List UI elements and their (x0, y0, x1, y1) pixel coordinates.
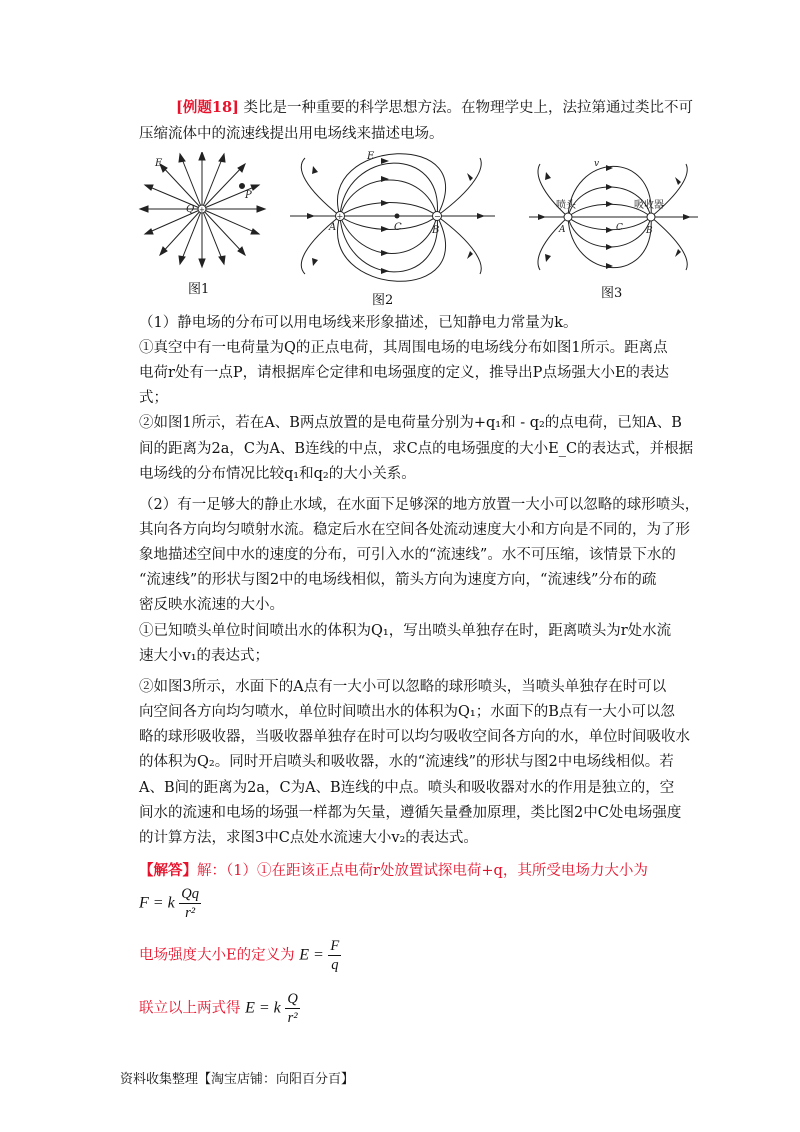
q1-line-6: 间的距离为2a，C为A、B连线的中点，求C点的电场强度的大小E_C的表达式，并根据 (139, 441, 694, 457)
fig3-label-absorber: 吸收器 (634, 200, 664, 211)
fig2-label-B: B (432, 225, 440, 236)
example-tag: [例题18] (176, 99, 239, 116)
q2-line-10: 略的球形吸收器，当吸收器单独存在时可以均匀吸收空间各方向的水，单位时间吸收水 (139, 729, 690, 745)
q2-line-7: 速大小v₁的表达式； (139, 648, 270, 664)
intro-text-1: 类比是一种重要的科学思想方法。在物理学史上，法拉第通过类比不可 (238, 100, 694, 116)
formula-2-numerator: F (330, 938, 340, 954)
fig3-label-nozzle: 喷头 (556, 200, 576, 211)
formula-1-lhs: F = k (139, 894, 175, 912)
fig3-label-v: v (594, 159, 600, 169)
fig3-label-A: A (559, 225, 566, 235)
answer-line-3 (139, 990, 300, 1027)
formula-3-denominator: r² (287, 1010, 298, 1026)
q1-line-7: 电场线的分布情况比较q₁和q₂的大小关系。 (139, 466, 416, 482)
figure-1-caption: 图1 (188, 282, 210, 297)
fig1-label-E: E (155, 158, 163, 169)
fig2-label-A: A (329, 222, 337, 233)
formula-2-denominator: q (331, 957, 339, 973)
q2-line-8: ②如图3所示，水面下的A点有一大小可以忽略的球形喷头，当喷头单独存在时可以 (139, 679, 667, 695)
answer-label: 【解答】 (139, 862, 197, 879)
svg-text:+: + (199, 206, 205, 214)
q1-line-5: ②如图1所示，若在A、B两点放置的是电荷量分别为+q₁和 - q₂的点电荷，已知A、B (139, 415, 682, 431)
figure-2-caption: 图2 (372, 293, 394, 308)
formula-3-numerator: Q (287, 991, 298, 1007)
q1-line-4: 式； (139, 390, 168, 406)
answer-line-2 (139, 937, 341, 974)
answer-line-1 (139, 861, 648, 881)
q2-line-4: “流速线”的形状与图2中的电场线相似，箭头方向为速度方向，“流速线”分布的疏 (139, 572, 657, 588)
q2-line-1: （2）有一足够大的静止水域，在水面下足够深的地方放置一大小可以忽略的球形喷头， (139, 497, 700, 513)
svg-text:+: + (336, 212, 344, 221)
q2-line-9: 向空间各方向均匀喷水，单位时间喷出水的体积为Q₁；水面下的B点有一大小可以忽 (139, 704, 675, 720)
figure-3-flow-lines (526, 152, 701, 282)
q1-line-1: （1）静电场的分布可以用电场线来形象描述，已知静电力常量为k。 (139, 315, 578, 331)
formula-1-numerator: Qq (181, 886, 200, 902)
formula-2-lhs: E = (299, 946, 324, 964)
fig2-label-E: E (367, 151, 375, 162)
q2-line-11: 的体积为Q₂。同时开启喷头和吸收器，水的“流速线”的形状与图2中电场线相似。若 (139, 754, 674, 770)
formula-1-denominator: r² (185, 905, 196, 921)
figure-3-caption: 图3 (601, 286, 623, 301)
formula-1-fraction (179, 885, 201, 922)
q2-line-13: 间水的流速和电场的场强一样都为矢量，遵循矢量叠加原理，类比图2中C处电场强度 (139, 805, 682, 821)
answer-text-3: 联立以上两式得 (139, 1000, 241, 1017)
fig2-label-C: C (394, 222, 402, 233)
q1-line-3: 电荷r处有一点P，请根据库仑定律和电场强度的定义，推导出P点场强大小E的表达 (139, 365, 670, 381)
formula-coulomb (139, 885, 201, 922)
q2-line-6: ①已知喷头单位时间喷出水的体积为Q₁，写出喷头单独存在时，距离喷头为r处水流 (139, 623, 672, 639)
q2-line-14: 的计算方法，求图3中C点处水流速大小v₂的表达式。 (139, 830, 478, 846)
q2-line-2: 其向各方向均匀喷射水流。稳定后水在空间各处流动速度大小和方向是不同的，为了形 (139, 522, 690, 538)
svg-text:−: − (434, 212, 441, 221)
q1-line-2: ①真空中有一电荷量为Q的正点电荷，其周围电场的电场线分布如图1所示。距离点 (139, 340, 668, 356)
answer-text-2: 电场强度大小E的定义为 (139, 947, 295, 964)
fig3-label-B: B (646, 226, 653, 236)
fig1-label-P: P (245, 190, 252, 201)
q2-line-5: 密反映水流速的大小。 (139, 597, 284, 613)
footer-note: 资料收集整理【淘宝店铺：向阳百分百】 (120, 1072, 355, 1087)
intro-line-1 (176, 98, 693, 118)
q2-line-12: A、B间的距离为2a，C为A、B连线的中点。喷头和吸收器对水的作用是独立的，空 (139, 780, 675, 796)
fig1-label-Q: Q (186, 204, 195, 215)
figure-1-radial-field (135, 152, 270, 292)
figure-2-dipole-field (285, 148, 500, 288)
intro-line-2: 压缩流体中的流速线提出用电场线来描述电场。 (139, 126, 444, 142)
formula-3-fraction (285, 990, 299, 1027)
answer-text-1: 解：（1）①在距该正点电荷r处放置试探电荷+q，其所受电场力大小为 (197, 863, 648, 879)
q2-line-3: 象地描述空间中水的速度的分布，可引入水的“流速线”。水不可压缩，该情景下水的 (139, 547, 676, 563)
fig3-label-C: C (616, 223, 623, 233)
formula-2-fraction (328, 937, 341, 974)
formula-3-lhs: E = k (245, 999, 281, 1017)
